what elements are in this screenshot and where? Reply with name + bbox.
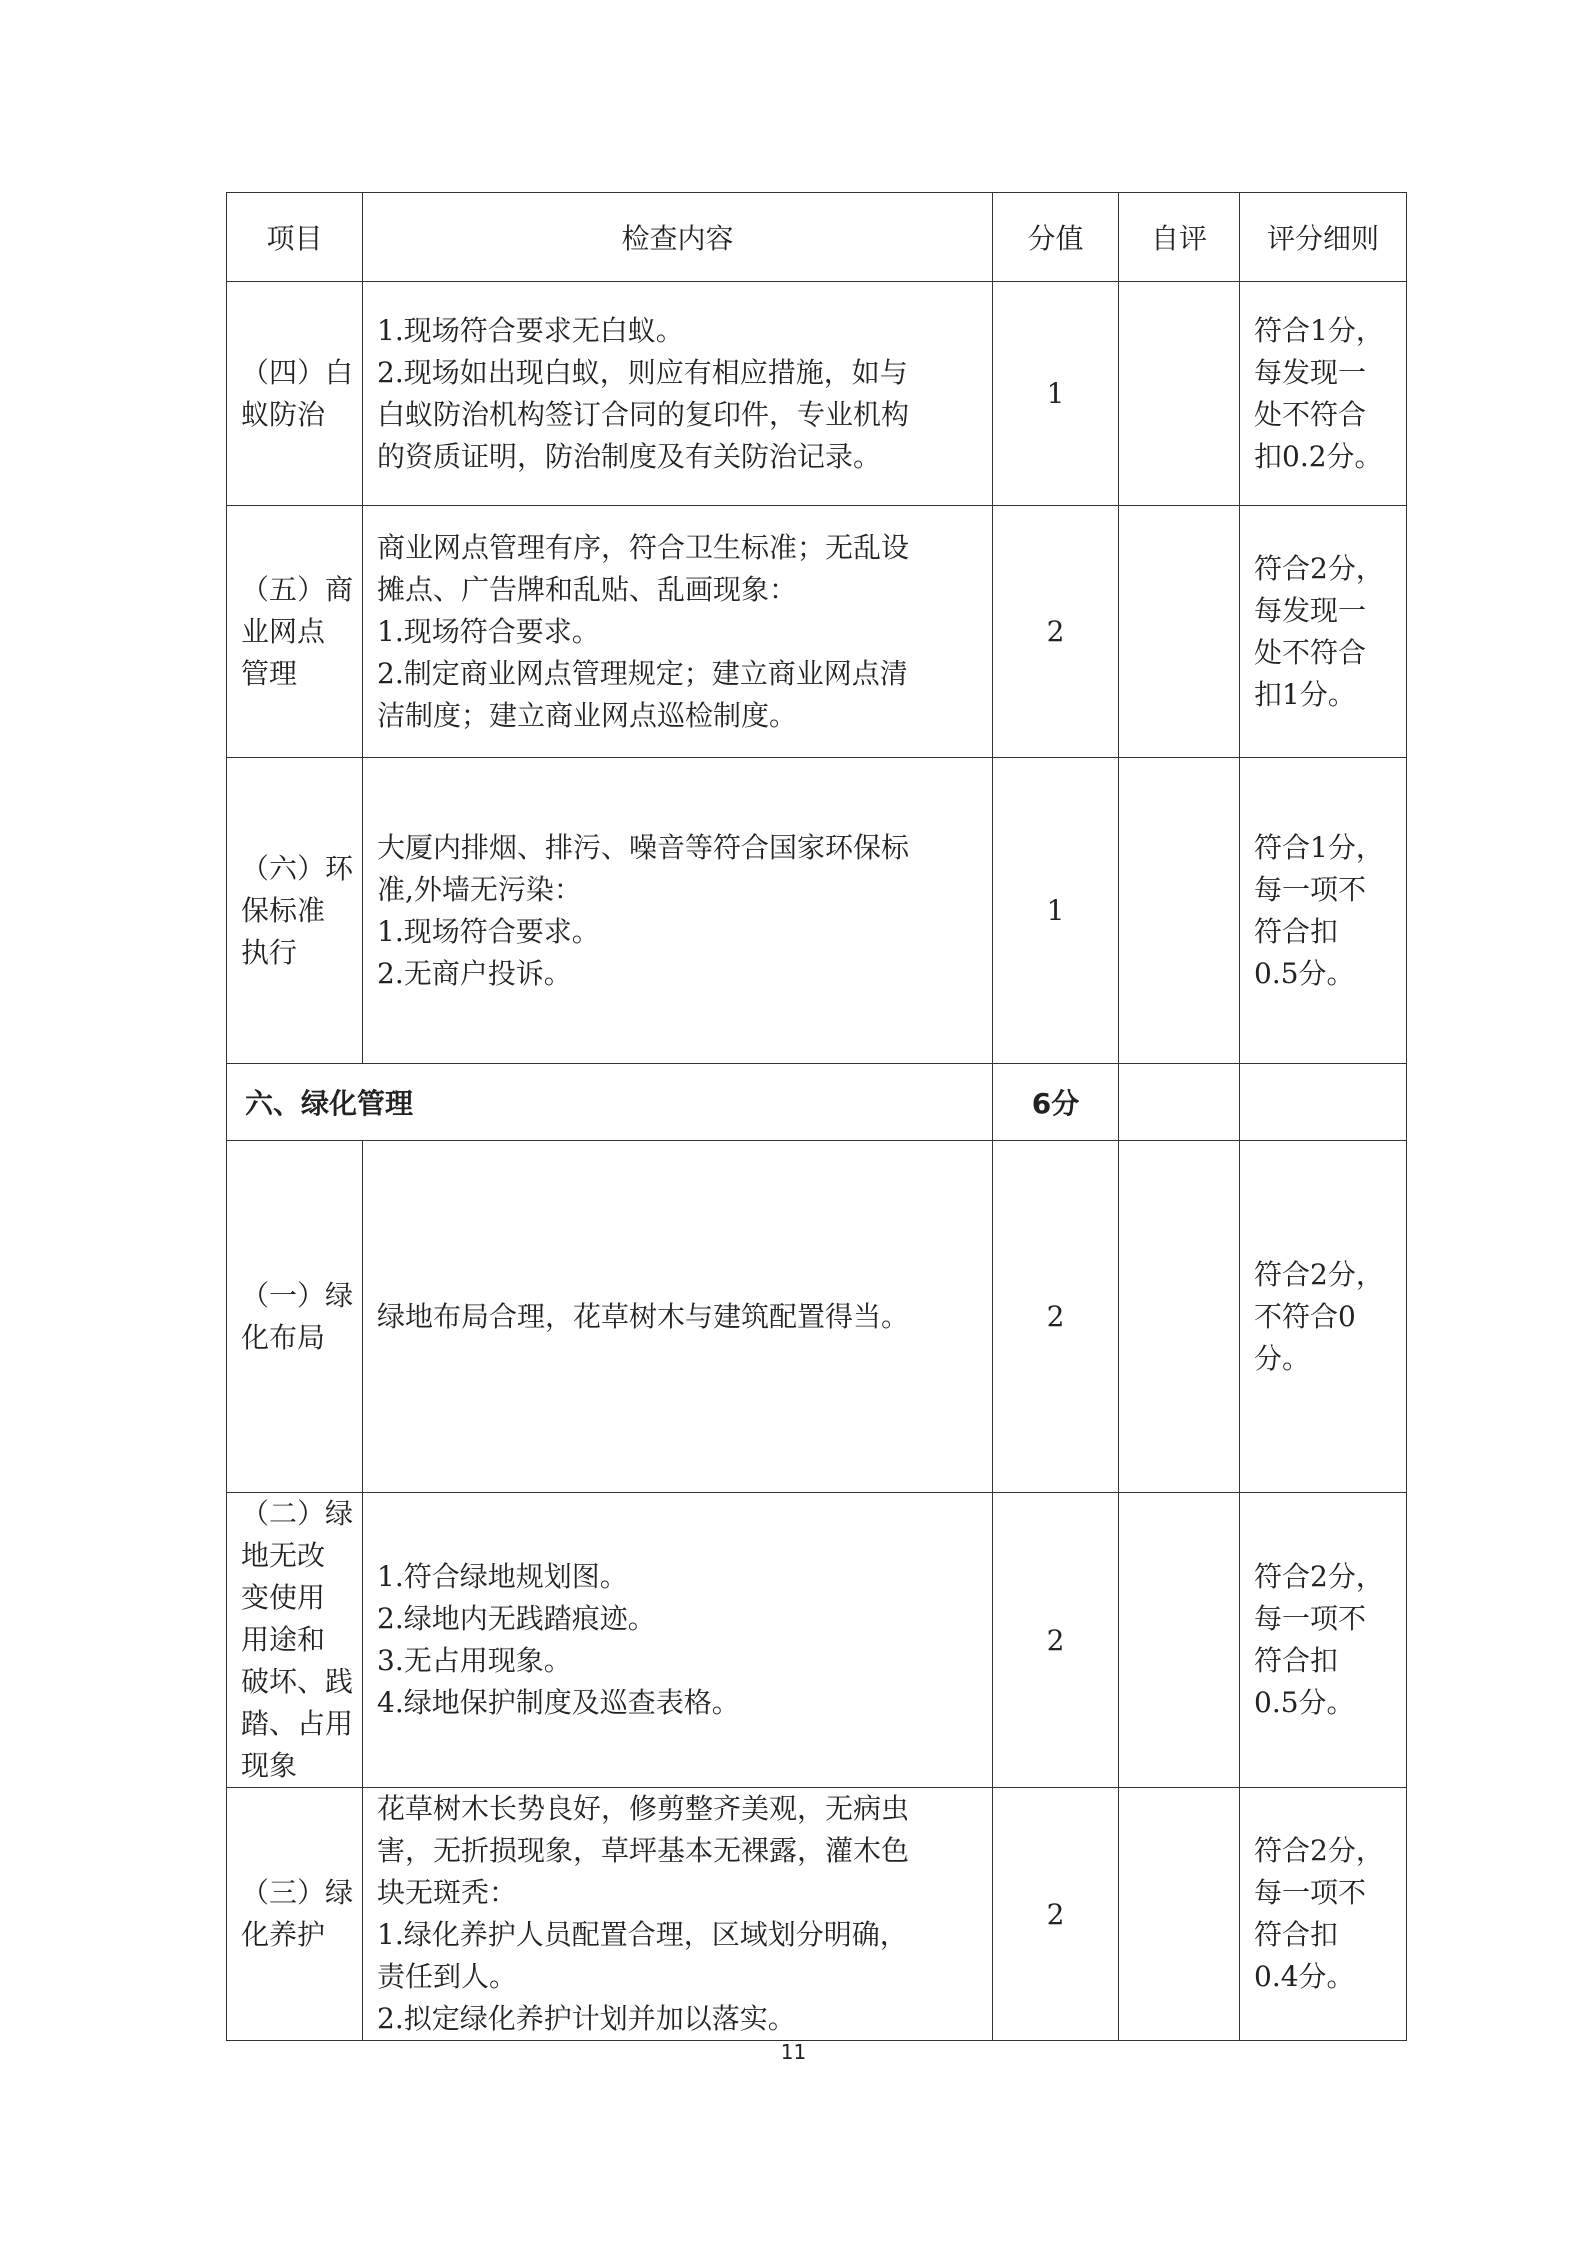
- rule-line: 符合2分，: [1254, 1560, 1384, 1593]
- rule-line: 分。: [1254, 1341, 1311, 1375]
- item-line: （四）白: [241, 355, 354, 389]
- table-row: [227, 282, 1407, 506]
- table-header-row: [227, 193, 1407, 282]
- rule-line: 处不符合: [1254, 635, 1367, 669]
- content-line: 害，无折损现象，草坪基本无裸露，灌木色: [377, 1834, 910, 1867]
- rule-line: 0.5分。: [1254, 956, 1355, 990]
- item-line: 化布局: [241, 1320, 326, 1354]
- self-eval-cell[interactable]: [1119, 282, 1240, 506]
- self-eval-cell[interactable]: [1119, 758, 1240, 1064]
- content-line: 大厦内排烟、排污、噪音等符合国家环保标: [377, 830, 910, 864]
- content-line: 2.制定商业网点管理规定；建立商业网点清: [377, 656, 908, 690]
- item-line: （三）绿: [241, 1876, 354, 1909]
- self-eval-cell[interactable]: [1119, 1141, 1240, 1493]
- rule-line: 符合2分，: [1254, 1834, 1384, 1867]
- rule-line: 每一项不: [1254, 1876, 1367, 1909]
- rule-line: 扣1分。: [1254, 677, 1356, 711]
- item-line: 现象: [241, 1749, 298, 1782]
- content-line: 1.现场符合要求。: [377, 914, 600, 948]
- score-cell: 2: [993, 506, 1119, 758]
- content-line: 准,外墙无污染：: [377, 872, 582, 906]
- item-line: 业网点: [241, 614, 326, 648]
- item-line: 执行: [241, 935, 298, 969]
- rule-line: 扣0.2分。: [1254, 439, 1383, 473]
- self-eval-cell[interactable]: [1119, 1493, 1240, 1788]
- score-cell: 2: [993, 1141, 1119, 1493]
- table-row: [227, 1141, 1407, 1493]
- content-line: 1.现场符合要求无白蚁。: [377, 313, 684, 347]
- content-line: 1.现场符合要求。: [377, 614, 600, 648]
- table-row: [227, 758, 1407, 1064]
- content-line: 的资质证明，防治制度及有关防治记录。: [377, 439, 882, 473]
- content-line: 1.绿化养护人员配置合理，区域划分明确，: [377, 1918, 908, 1951]
- rules-cell: [1240, 1788, 1407, 2041]
- rule-line: 符合扣: [1254, 1918, 1339, 1951]
- content-cell: [363, 1493, 993, 1788]
- item-line: 变使用: [241, 1581, 326, 1614]
- item-label: [241, 1493, 360, 1787]
- rule-line: 每发现一: [1254, 593, 1367, 627]
- item-label: [241, 352, 360, 436]
- rules-cell: [1240, 1141, 1407, 1493]
- item-cell: [227, 1141, 363, 1493]
- content-line: 花草树木长势良好，修剪整齐美观，无病虫: [377, 1792, 910, 1825]
- item-line: 踏、占用: [241, 1707, 354, 1740]
- table-row: [227, 506, 1407, 758]
- rule-line: 每发现一: [1254, 355, 1367, 389]
- rules-cell: [1240, 506, 1407, 758]
- content-line: 3.无占用现象。: [377, 1644, 572, 1677]
- item-line: 地无改: [241, 1539, 326, 1572]
- item-line: （一）绿: [241, 1278, 354, 1312]
- section-row: [227, 1064, 1407, 1141]
- table-row: [227, 1788, 1407, 2041]
- rules-cell: [1240, 282, 1407, 506]
- rule-line: 符合1分，: [1254, 830, 1384, 864]
- content-line: 商业网点管理有序，符合卫生标准；无乱设: [377, 530, 910, 564]
- page-number: 11: [780, 2040, 807, 2064]
- content-line: 块无斑秃：: [377, 1876, 518, 1909]
- rule-line: 符合2分，: [1254, 1257, 1384, 1291]
- rule-line: 符合扣: [1254, 914, 1339, 948]
- score-cell: 2: [993, 1788, 1119, 2041]
- table-row: [227, 1493, 1407, 1788]
- content-cell: [363, 758, 993, 1064]
- item-cell: [227, 1788, 363, 2041]
- header-self-eval: 自评: [1119, 193, 1240, 282]
- content-line: 2.无商户投诉。: [377, 956, 572, 990]
- header-item: 项目: [227, 193, 363, 282]
- content-line: 2.现场如出现白蚁，则应有相应措施，如与: [377, 355, 908, 389]
- content-cell: [363, 1141, 993, 1493]
- score-cell: 1: [993, 758, 1119, 1064]
- rules-cell: [1240, 758, 1407, 1064]
- rule-line: 每一项不: [1254, 1602, 1367, 1635]
- item-line: 用途和: [241, 1623, 326, 1656]
- score-cell: 1: [993, 282, 1119, 506]
- section-self-eval-cell[interactable]: [1119, 1064, 1240, 1141]
- rule-line: 符合2分，: [1254, 551, 1384, 585]
- header-score: 分值: [993, 193, 1119, 282]
- content-cell: [363, 282, 993, 506]
- rule-line: 符合扣: [1254, 1644, 1339, 1677]
- item-line: （二）绿: [241, 1497, 354, 1530]
- section-rules-cell: [1240, 1064, 1407, 1141]
- content-line: 白蚁防治机构签订合同的复印件，专业机构: [377, 397, 910, 431]
- item-line: 管理: [241, 656, 298, 690]
- item-line: 化养护: [241, 1918, 326, 1951]
- item-line: （六）环: [241, 851, 354, 885]
- rules-cell: [1240, 1493, 1407, 1788]
- section-title: 六、绿化管理: [227, 1064, 993, 1141]
- rule-line: 符合1分，: [1254, 313, 1384, 347]
- rule-line: 处不符合: [1254, 397, 1367, 431]
- rule-line: 0.4分。: [1254, 1960, 1355, 1993]
- item-label: [241, 1872, 360, 1956]
- content-line: 4.绿地保护制度及巡查表格。: [377, 1686, 740, 1719]
- content-line: 1.符合绿地规划图。: [377, 1560, 628, 1593]
- item-line: （五）商: [241, 572, 354, 606]
- content-cell: [363, 1788, 993, 2041]
- item-cell: [227, 758, 363, 1064]
- content-line: 2.拟定绿化养护计划并加以落实。: [377, 2002, 796, 2035]
- item-line: 保标准: [241, 893, 326, 927]
- item-label: [241, 848, 360, 974]
- rule-line: 0.5分。: [1254, 1686, 1355, 1719]
- item-line: 破坏、践: [241, 1665, 354, 1698]
- rule-line: 每一项不: [1254, 872, 1367, 906]
- item-cell: [227, 282, 363, 506]
- item-cell: [227, 506, 363, 758]
- item-cell: [227, 1493, 363, 1788]
- content-cell: [363, 506, 993, 758]
- content-line: 摊点、广告牌和乱贴、乱画现象：: [377, 572, 798, 606]
- self-eval-cell[interactable]: [1119, 506, 1240, 758]
- inspection-scoring-table: [226, 192, 1407, 2041]
- content-line: 2.绿地内无践踏痕迹。: [377, 1602, 656, 1635]
- score-cell: 2: [993, 1493, 1119, 1788]
- section-score: 6分: [993, 1064, 1119, 1141]
- content-line: 洁制度；建立商业网点巡检制度。: [377, 698, 798, 732]
- self-eval-cell[interactable]: [1119, 1788, 1240, 2041]
- header-content: 检查内容: [363, 193, 993, 282]
- item-label: [241, 569, 360, 695]
- header-rules: 评分细则: [1240, 193, 1407, 282]
- item-line: 蚁防治: [241, 397, 326, 431]
- content-line: 责任到人。: [377, 1960, 518, 1993]
- content-line: 绿地布局合理，花草树木与建筑配置得当。: [377, 1299, 910, 1333]
- rule-line: 不符合0: [1254, 1299, 1356, 1333]
- item-label: [241, 1275, 360, 1359]
